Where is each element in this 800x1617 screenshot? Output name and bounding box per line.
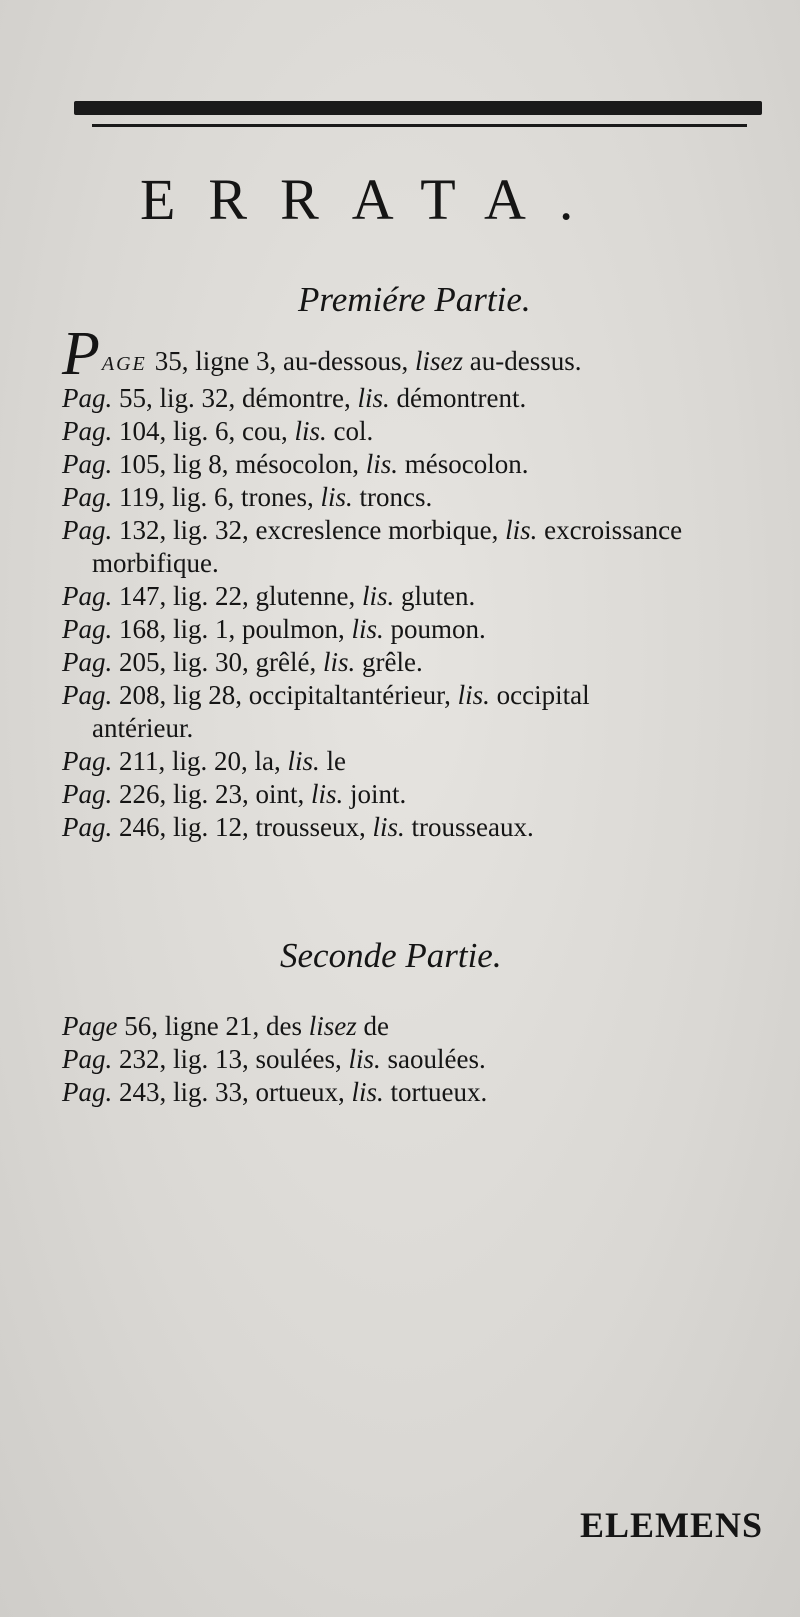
entry-location: 147, lig. 22, <box>119 581 249 611</box>
smallcaps: AGE <box>101 353 147 375</box>
entry-lis: lis. <box>287 746 320 776</box>
entry-wrong: oint, <box>255 779 305 809</box>
entry-correct: col. <box>333 416 374 446</box>
entry-ref: Pag. <box>62 779 113 809</box>
errata-entry <box>62 613 772 646</box>
entry-lis: lis. <box>365 449 399 479</box>
entry-lis: lis. <box>351 1077 384 1107</box>
entry-correct: troncs. <box>359 482 433 512</box>
part2-entries <box>62 1010 772 1109</box>
errata-entry <box>62 646 772 679</box>
entry-ref: Pag. <box>62 746 113 776</box>
entry-wrong: ortueux, <box>255 1077 345 1107</box>
entry-wrong: des <box>265 1011 302 1041</box>
entry-correct: excroissance <box>544 515 683 545</box>
entry-location: 168, lig. 1, <box>119 614 236 644</box>
entry-location: 56, ligne 21, <box>124 1011 260 1041</box>
entry-lis: lis. <box>505 515 538 545</box>
entry-location: 132, lig. 32, <box>119 515 249 545</box>
entry-location: 226, lig. 23, <box>119 779 249 809</box>
entry-correct: joint. <box>350 779 407 809</box>
entry-lis: lis. <box>294 416 327 446</box>
entry-wrong: trousseux, <box>255 812 366 842</box>
errata-entry <box>62 745 772 778</box>
entry-wrong: excreslence morbique, <box>255 515 499 545</box>
entry-ref: Pag. <box>62 482 113 512</box>
catchword: ELEMENS <box>580 1505 764 1545</box>
errata-entry <box>62 415 772 448</box>
entry-correct-continuation: antérieur. <box>92 713 194 743</box>
errata-entry <box>62 448 772 481</box>
entry-ref: Pag. <box>62 680 113 710</box>
entry-correct: trousseaux. <box>411 812 534 842</box>
entry-ref: Pag. <box>62 614 113 644</box>
entry-ref: Pag. <box>62 1077 113 1107</box>
entry-location: 208, lig 28, <box>119 680 243 710</box>
errata-entry <box>62 679 772 745</box>
entry-correct: grêle. <box>362 647 423 677</box>
part2-heading: Seconde Partie. <box>280 936 502 975</box>
entry-ref: Pag. <box>62 515 113 545</box>
entry-ref: Pag. <box>62 647 113 677</box>
entry-location: 205, lig. 30, <box>119 647 249 677</box>
part1-entries <box>62 320 772 844</box>
entry-location: 243, lig. 33, <box>119 1077 249 1107</box>
entry-lis: lis. <box>348 1044 381 1074</box>
entry-lis: lis. <box>322 647 356 677</box>
entry-wrong: mésocolon, <box>235 449 359 479</box>
entry-location: 246, lig. 12, <box>119 812 249 842</box>
entry-wrong: démontre, <box>242 383 351 413</box>
errata-entry <box>62 514 772 580</box>
entry-correct: au-dessus. <box>469 346 582 376</box>
dropcap: P <box>62 320 100 388</box>
entry-ref: Pag. <box>62 416 113 446</box>
entry-correct: tortueux. <box>390 1077 488 1107</box>
entry-location: 55, lig. 32, <box>119 383 236 413</box>
page-title: ERRATA. <box>140 167 607 232</box>
entry-ref: Pag. <box>62 812 113 842</box>
entry-wrong: cou, <box>242 416 288 446</box>
header-rule-thin <box>92 124 747 127</box>
errata-entry <box>62 1076 772 1109</box>
entry-location: 35, ligne 3, <box>154 346 277 376</box>
entry-correct: mésocolon. <box>404 449 529 479</box>
errata-entry <box>62 811 772 844</box>
errata-entry <box>62 382 772 415</box>
errata-entry-first <box>62 320 772 388</box>
errata-entry <box>62 481 772 514</box>
entry-wrong: poulmon, <box>242 614 345 644</box>
entry-lis: lis. <box>311 779 344 809</box>
header-rule-thick <box>74 101 762 115</box>
errata-entry <box>62 1043 772 1076</box>
entry-correct: démontrent. <box>396 383 527 413</box>
entry-correct: poumon. <box>390 614 486 644</box>
entry-correct: le <box>326 746 347 776</box>
part1-heading: Premiére Partie. <box>298 280 531 319</box>
entry-ref: Pag. <box>62 383 113 413</box>
entry-correct: saoulées. <box>387 1044 486 1074</box>
errata-entry <box>62 580 772 613</box>
entry-location: 104, lig. 6, <box>119 416 236 446</box>
entry-location: 211, lig. 20, <box>119 746 248 776</box>
entry-lis: lis. <box>457 680 490 710</box>
entry-location: 105, lig 8, <box>119 449 229 479</box>
entry-correct-continuation: morbifique. <box>92 548 219 578</box>
entry-wrong: trones, <box>241 482 314 512</box>
entry-ref: Pag. <box>62 449 113 479</box>
entry-correct: gluten. <box>401 581 476 611</box>
entry-lis: lis. <box>362 581 395 611</box>
entry-wrong: grêlé, <box>255 647 317 677</box>
entry-correct: occipital <box>496 680 590 710</box>
entry-wrong: soulées, <box>255 1044 342 1074</box>
entry-wrong: glutenne, <box>255 581 356 611</box>
entry-wrong: occipitaltantérieur, <box>248 680 451 710</box>
errata-entry <box>62 778 772 811</box>
entry-wrong: la, <box>254 746 281 776</box>
errata-entry <box>62 1010 772 1043</box>
entry-lis: lisez <box>415 346 464 376</box>
entry-location: 119, lig. 6, <box>119 482 235 512</box>
entry-lis: lis. <box>320 482 353 512</box>
entry-lis: lis. <box>372 812 405 842</box>
entry-correct: de <box>363 1011 389 1041</box>
entry-ref: Pag. <box>62 1044 113 1074</box>
entry-lis: lis. <box>357 383 390 413</box>
entry-lis: lis. <box>351 614 384 644</box>
entry-lis: lisez <box>308 1011 357 1041</box>
entry-ref: Page <box>62 1011 118 1041</box>
entry-ref: Pag. <box>62 581 113 611</box>
entry-location: 232, lig. 13, <box>119 1044 249 1074</box>
entry-wrong: au-dessous, <box>283 346 409 376</box>
